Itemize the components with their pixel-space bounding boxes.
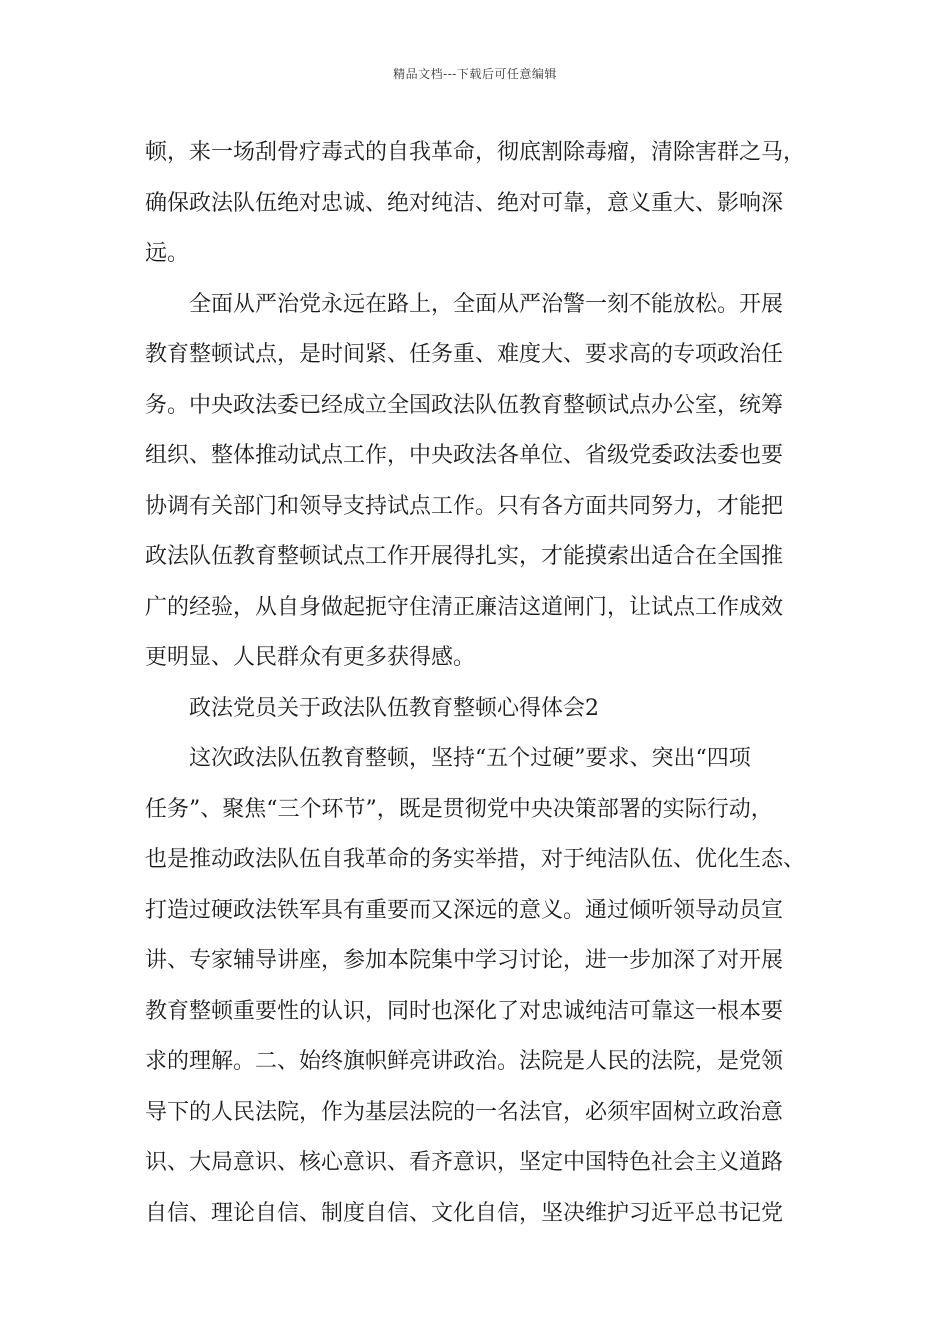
text-line: 教育整顿试点，是时间紧、任务重、难度大、要求高的专项政治任 [145,342,784,367]
text-line: 教育整顿重要性的认识，同时也深化了对忠诚纯洁可靠这一根本要 [145,998,784,1024]
paragraph [145,280,807,684]
paragraph [145,128,807,280]
text-line: 协调有关部门和领导支持试点工作。只有各方面共同努力，才能把 [145,493,784,519]
text-line: 这次政法队伍教育整顿，坚持“五个过硬”要求、突出“四项 [189,746,751,771]
text-line: 打造过硬政法铁军具有重要而又深远的意义。通过倾听领导动员宣 [145,897,784,923]
section-heading [145,684,807,735]
text-line: 识、大局意识、核心意识、看齐意识，坚定中国特色社会主义道路 [145,1150,784,1175]
text-line: 确保政法队伍绝对忠诚、绝对纯洁、绝对可靠，意义重大、影响深 [145,190,784,216]
text-line: 全面从严治党永远在路上，全面从严治警一刻不能放松。开展 [189,291,784,317]
text-line: 也是推动政法队伍自我革命的务实举措，对于纯洁队伍、优化生态、 [145,847,806,872]
heading-line: 政法党员关于政法队伍教育整顿心得体会2 [189,695,599,721]
text-line: 政法队伍教育整顿试点工作开展得扎实，才能摸索出适合在全国推 [145,544,784,569]
text-line: 任务”、聚焦“三个环节”，既是贯彻党中央决策部署的实际行动， [145,796,773,822]
text-line: 自信、理论自信、制度自信、文化自信，坚决维护习近平总书记党 [145,1200,784,1226]
text-line: 求的理解。二、始终旗帜鲜亮讲政治。法院是人民的法院，是党领 [145,1049,784,1074]
text-line: 讲、专家辅导讲座，参加本院集中学习讨论，进一步加深了对开展 [145,948,784,973]
text-line: 务。中央政法委已经成立全国政法队伍教育整顿试点办公室，统筹 [145,392,784,418]
document-body [145,128,807,1239]
text-line: 组织、整体推动试点工作，中央政法各单位、省级党委政法委也要 [145,443,784,468]
text-line: 远。 [145,241,190,266]
page-header: 精品文档---下载后可任意编辑 [393,67,557,81]
paragraph [145,734,807,1239]
text-line: 广的经验，从自身做起扼守住清正廉洁这道闸门，让试点工作成效 [145,594,784,620]
text-line: 顿，来一场刮骨疗毒式的自我革命，彻底割除毒瘤，清除害群之马， [145,140,806,165]
text-line: 更明显、人民群众有更多获得感。 [145,645,476,670]
text-line: 导下的人民法院，作为基层法院的一名法官，必须牢固树立政治意 [145,1099,784,1125]
